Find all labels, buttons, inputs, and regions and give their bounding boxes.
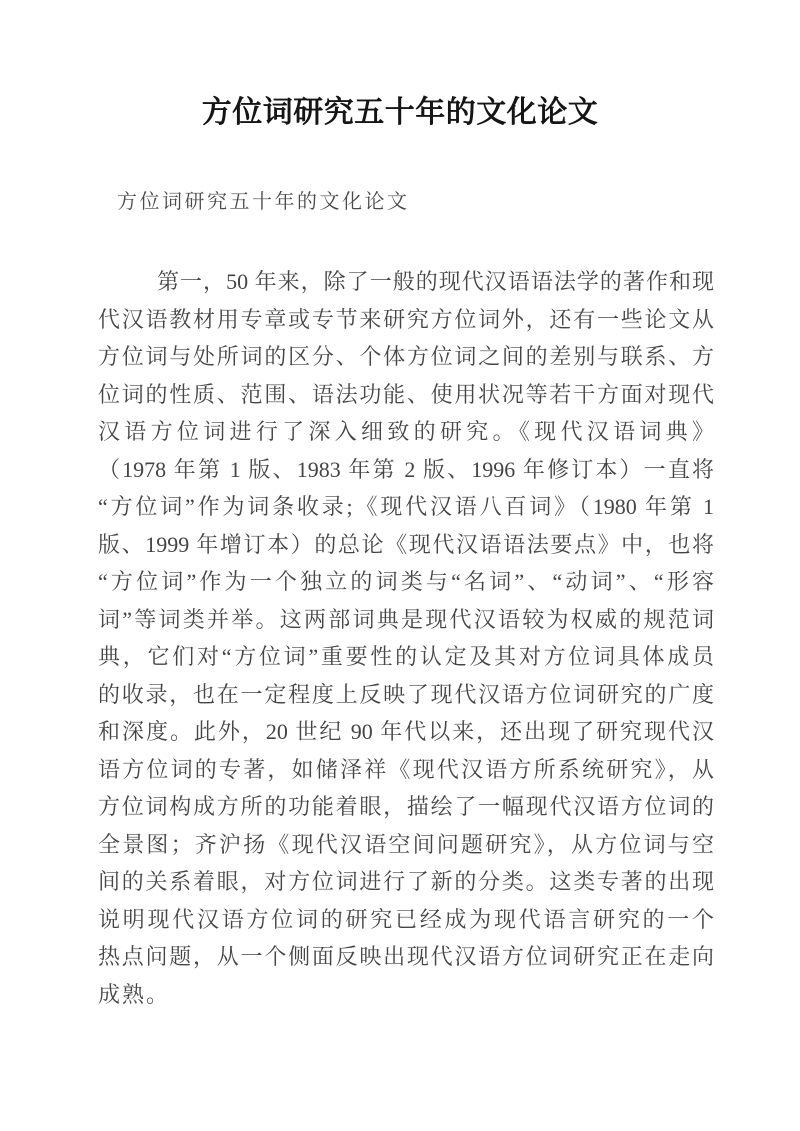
- paragraph-line: 词”等词类并举。这两部词典是现代汉语较为权威的规范词: [98, 606, 714, 632]
- paragraph-line: 间的关系着眼，对方位词进行了新的分类。这类专著的出现: [98, 869, 714, 894]
- paragraph-line: 热点问题，从一个侧面反映出现代汉语方位词研究正在走向: [98, 944, 714, 969]
- paragraph-line: 汉语方位词进行了深入细致的研究。《现代汉语词典》: [98, 419, 714, 444]
- paragraph-line: 语方位词的专著，如储泽祥《现代汉语方所系统研究》，从: [98, 756, 714, 782]
- paragraph-line: 代汉语教材用专章或专节来研究方位词外，还有一些论文从: [98, 306, 714, 332]
- paragraph-line: 典，它们对“方位词”重要性的认定及其对方位词具体成员: [98, 644, 714, 669]
- paragraph-line: 全景图；齐沪扬《现代汉语空间问题研究》，从方位词与空: [98, 831, 714, 857]
- paragraph-line: 说明现代汉语方位词的研究已经成为现代语言研究的一个: [98, 906, 714, 932]
- paragraph-line: 和深度。此外，20 世纪 90 年代以来，还出现了研究现代汉: [98, 719, 714, 744]
- paragraph-line: 方位词构成方所的功能着眼，描绘了一幅现代汉语方位词的: [98, 794, 714, 819]
- paragraph-line: （1978 年第 1 版、1983 年第 2 版、1996 年修订本）一直将: [98, 456, 714, 482]
- paragraph-line: “方位词”作为一个独立的词类与“名词”、“动词”、“形容: [98, 569, 714, 594]
- paragraph-line: “方位词”作为词条收录;《现代汉语八百词》（1980 年第 1: [98, 494, 714, 519]
- document-paragraph: [98, 263, 714, 1013]
- paragraph-line: 方位词与处所词的区分、个体方位词之间的差别与联系、方: [98, 344, 714, 369]
- page-title: 方位词研究五十年的文化论文: [201, 96, 599, 129]
- paragraph-line: 版、1999 年增订本）的总论《现代汉语语法要点》中，也将: [98, 531, 714, 557]
- document-subtitle: 方位词研究五十年的文化论文: [117, 191, 410, 213]
- paragraph-line: 成熟。: [98, 981, 171, 1007]
- paragraph-line: 位词的性质、范围、语法功能、使用状况等若干方面对现代: [98, 381, 714, 407]
- paragraph-line: 第一，50 年来，除了一般的现代汉语语法学的著作和现: [157, 269, 714, 294]
- paragraph-line: 的收录，也在一定程度上反映了现代汉语方位词研究的广度: [98, 681, 714, 707]
